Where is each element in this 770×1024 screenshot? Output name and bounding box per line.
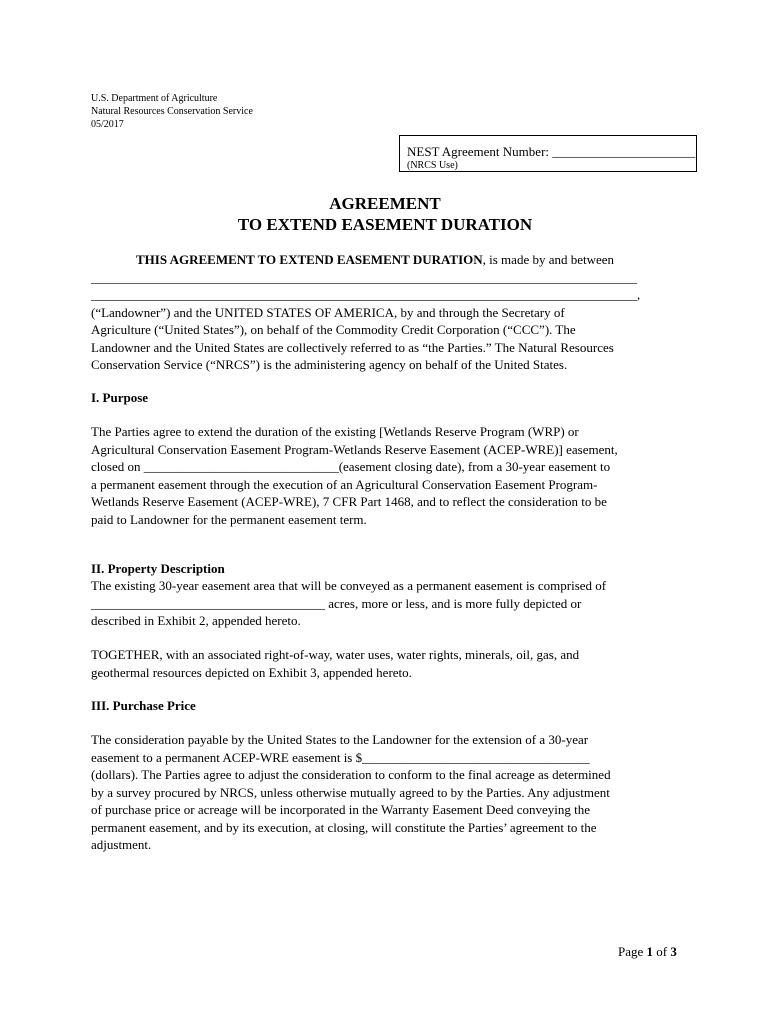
purpose-heading: I. Purpose <box>91 390 149 405</box>
nest-agreement-number[interactable]: NEST Agreement Number: ______________________ <box>407 144 696 159</box>
service-name: Natural Resources Conservation Service <box>91 106 253 117</box>
purpose-line: paid to Landowner for the permanent easement term. <box>91 511 367 527</box>
purpose-paragraph <box>91 423 691 528</box>
together-paragraph <box>91 646 691 681</box>
intro-line: (“Landowner”) and the UNITED STATES OF AMERICA, by and through the Secretary of <box>91 304 565 320</box>
agency-header <box>91 92 253 131</box>
purpose-line: Agricultural Conservation Easement Program-Wetlands Reserve Easement (ACEP-WRE)] easement, <box>91 441 618 457</box>
together-line: geothermal resources depicted on Exhibit 3, appended hereto. <box>91 664 412 680</box>
price-line-amount[interactable]: easement to a permanent ACEP-WRE easement is $___________________________________ <box>91 749 590 765</box>
price-paragraph <box>91 731 691 854</box>
nrcs-use-note: (NRCS Use) <box>407 160 458 171</box>
intro-bold-lead: THIS AGREEMENT TO EXTEND EASEMENT DURATION <box>136 252 483 267</box>
price-line: by a survey procured by NRCS, unless otherwise mutually agreed to by the Parties. Any adjustment <box>91 784 610 800</box>
property-line-acres[interactable]: ____________________________________ acres, more or less, and is more fully depicted or <box>91 595 582 611</box>
intro-line: Agriculture (“United States”), on behalf of the Commodity Credit Corporation (“CCC”). The <box>91 322 576 337</box>
intro-paragraph <box>91 251 691 374</box>
document-title: AGREEMENT <box>329 194 441 213</box>
property-heading: II. Property Description <box>91 561 225 576</box>
intro-lead-line <box>91 251 691 269</box>
purpose-line-closing-date[interactable]: closed on ______________________________(easement closing date), from a 30-year easement to <box>91 459 611 474</box>
purpose-line: a permanent easement through the execution of an Agricultural Conservation Easement Program- <box>91 476 598 492</box>
department-name: U.S. Department of Agriculture <box>91 93 218 104</box>
page-word: Page <box>618 944 644 959</box>
property-line: The existing 30-year easement area that will be conveyed as a permanent easement is comprised of <box>91 578 607 593</box>
form-date: 05/2017 <box>91 119 124 130</box>
property-line: described in Exhibit 2, appended hereto. <box>91 613 301 628</box>
intro-line: Conservation Service (“NRCS”) is the administering agency on behalf of the United States. <box>91 357 568 372</box>
purpose-line: Wetlands Reserve Easement (ACEP-WRE), 7 CFR Part 1468, and to reflect the consideration to be <box>91 494 607 509</box>
price-line: permanent easement, and by its execution, at closing, will constitute the Parties’ agreement to the <box>91 819 597 835</box>
intro-lead-rest: , is made by and between <box>482 252 615 267</box>
page-number <box>618 944 677 960</box>
property-paragraph <box>91 577 691 630</box>
of-word: of <box>656 944 668 959</box>
price-line: The consideration payable by the United States to the Landowner for the extension of a 30-year <box>91 732 589 747</box>
landowner-name-blank-1[interactable]: ____________________________________________________________________________________ <box>91 269 637 285</box>
landowner-name-blank-2[interactable]: ____________________________________________________________________________________, <box>91 287 641 302</box>
total-pages: 3 <box>670 944 677 959</box>
nest-agreement-box <box>399 135 697 172</box>
price-line: adjustment. <box>91 837 152 852</box>
together-line: TOGETHER, with an associated right-of-way, water uses, water rights, minerals, oil, gas, and <box>91 647 580 662</box>
price-line: (dollars). The Parties agree to adjust the consideration to conform to the final acreage as determined <box>91 767 611 782</box>
price-heading: III. Purchase Price <box>91 698 196 713</box>
intro-line: Landowner and the United States are collectively referred to as “the Parties.” The Natural Resources <box>91 339 614 355</box>
document-subtitle: TO EXTEND EASEMENT DURATION <box>237 215 533 234</box>
current-page: 1 <box>646 944 654 959</box>
price-line: of purchase price or acreage will be incorporated in the Warranty Easement Deed conveying the <box>91 802 590 817</box>
purpose-line: The Parties agree to extend the duration of the existing [Wetlands Reserve Program (WRP) or <box>91 424 579 439</box>
